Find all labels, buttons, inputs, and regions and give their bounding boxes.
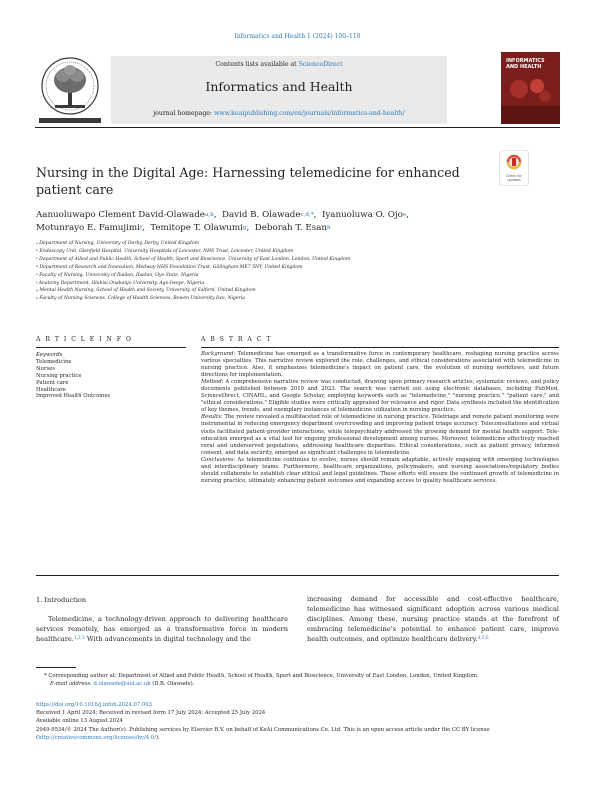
affiliation-item: $^h$ Faculty of Nursing Sciences, College of Health Sciences, Bowen University Iwo, Nigeria (36, 295, 245, 302)
cover-title: INFORMATICS AND HEALTH (506, 58, 545, 70)
footnote-divider (36, 667, 76, 668)
received-dates: Received 1 April 2024; Received in revised form 17 July 2024; Accepted 25 July 2024 (36, 710, 266, 717)
divider (36, 347, 186, 348)
keywords-block (36, 352, 186, 400)
abstract-method: Method: A comprehensive narrative review was conducted, drawing upon primary research articles, systematic reviews, and policy documents published between 2010 and 2023. The search was carried out using electronic databases, including PubMed, ScienceDirect, CINAHL, and Google Scholar, employing keywords such as "telemedicine," "nursing practice," "patient care," and "ethical considerations." Eligible studies were critically appraised for relevance and rigor. Data synthesis included the identification of key themes, trends, and exemplary instances of telemedicine utilization in nursing practice. (201, 379, 559, 414)
keyword-item: Healthcare (36, 386, 66, 393)
doi-link[interactable]: https://doi.org/10.1016/j.infoh.2024.07.003 (36, 702, 153, 708)
abstract-background: Background: Telemedicine has emerged as a transformative force in contemporary healthcare, reshaping nursing practice across various specialties. This narrative review explored the role, challenges, and ethical considerations associated with telemedicine in nursing practice. Also, it emphasizes telemedicine's impact on patient care, the evolution of nursing workflows, and future directions for implementation. (201, 351, 559, 379)
intro-left-column: Telemedicine, a technology-driven approach to delivering healthcare services remotely, has emerged as a transformative force in modern healthcare.$^{1,2,3}$ With advancements in digital technology and the (36, 615, 288, 644)
keyword-item: Telemedicine (36, 358, 72, 365)
journal-header-box (111, 56, 447, 124)
author-name[interactable]: Temitope T. Olawumi (150, 223, 243, 233)
affiliation-item: $^c$ Department of Allied and Public Health, School of Health, Sport and Bioscience, University of East London, London, United Kingdom (36, 256, 351, 262)
affiliation-item: $^f$ Anatomy Department, Olabisi Onabanjo University, Ago-Iwoye, Nigeria (36, 280, 205, 286)
check-for-updates-label: Check for updates (506, 174, 522, 182)
section-heading-introduction: 1. Introduction (36, 596, 87, 604)
keyword-item: Nurses (36, 365, 56, 372)
citation-link[interactable]: 1,2,3 (73, 635, 85, 641)
abstract-heading: A B S T R A C T (201, 336, 272, 343)
keyword-item: Improved Health Outcomes (36, 393, 111, 400)
keyword-item: Nursing practice (36, 372, 82, 379)
corresponding-author-footnote: * Corresponding author at: Department of Allied and Public Health, School of Health, Sport and Bioscience, University of East London, London, United Kingdom. E-mail address: d.olawade@uel.ac.uk (D.B. Olawade). (44, 673, 479, 688)
affiliation-item: $^g$ Mental Health Nursing, School of Health and Society, University of Salford, United Kingdom (36, 287, 256, 294)
divider (36, 575, 559, 576)
affiliation-list (36, 240, 556, 303)
abstract-results: Results: The review revealed a multifaceted role of telemedicine in nursing practice. Teletriage and remote patient monitoring were instrumental in reducing emergency department overcrowding and improving patient triage accuracy. Teleconsultations and virtual visits facilitated patient-provider interactions, while telepsychiatry addressed the growing demand for mental health support. Tele-education emerged as a vital tool for ongoing professional development among nurses. Moreover, telemedicine effectively reached rural and underserved populations, addressing healthcare disparities. Ethical considerations, such as patient privacy, informed consent, and data security, emerged as significant challenges in telemedicine. (201, 414, 559, 456)
license-statement: 2949-9534/© 2024 The Author(s). Publishing services by Elsevier B.V. on behalf of KeAi Communications Co. Ltd. This is an open access article under the CC BY license (http://creativecommons.org/licenses/by/4.0/). (36, 726, 490, 741)
elsevier-tree-logo (35, 52, 105, 126)
author-name[interactable]: Deborah T. Esan (254, 223, 327, 233)
journal-cover-image[interactable] (501, 52, 560, 124)
email-link[interactable]: d.olawade@uel.ac.uk (93, 681, 151, 688)
sciencedirect-link[interactable]: ScienceDirect (298, 61, 343, 68)
author-name[interactable]: Aanuoluwapo Clement David-Olawade (36, 210, 205, 220)
contents-line: Contents lists available at ScienceDirect (215, 61, 343, 68)
keywords-label: Keywords (36, 352, 63, 358)
author-name[interactable]: David B. Olawade (222, 210, 301, 220)
article-title: Nursing in the Digital Age: Harnessing telemedicine for enhanced patient care (36, 165, 460, 197)
check-for-updates-badge[interactable] (499, 150, 529, 186)
homepage-link[interactable]: www.keaipublishing.com/en/journals/informatics-and-health/ (214, 110, 405, 117)
license-link[interactable]: http://creativecommons.org/licenses/by/4.0/ (38, 734, 156, 741)
author-name[interactable]: Iyanuoluwa O. Ojo (321, 210, 403, 220)
keyword-item: Patient care (36, 379, 69, 386)
author-list: Aanuoluwapo Clement David-Olawade$^{a,b}$, David B. Olawade$^{c,d,*}$, Iyanuoluwa O. Ojo$^e$, Motunrayo E. Famujimi$^f$, Temitope T. Olawumi$^g$, Deborah T. Esan$^h$ (36, 210, 409, 233)
journal-title: Informatics and Health (205, 79, 353, 94)
author-name[interactable]: Motunrayo E. Famujimi (36, 223, 140, 233)
affiliation-item: $^a$ Department of Nursing, University of Derby, Derby, United Kingdom (36, 240, 199, 246)
affiliation-item: $^b$ Endoscopy Unit, Glenfield Hospital, University Hospitals of Leicester, NHS Trust, Leicester, United Kingdom (36, 248, 294, 254)
abstract-conclusions: Conclusions: As telemedicine continues to evolve, nurses should remain adaptable, actively engaging with emerging technologies and interdisciplinary teams. Furthermore, healthcare organizations, policymakers, and nursing associations/regulatory bodies should collaborate to establish clear ethical and legal guidelines. These efforts will ensure the continued growth of telemedicine in nursing practice, ultimately enhancing patient outcomes and expanding access to quality healthcare services. (201, 456, 559, 484)
intro-right-column: increasing demand for accessible and cost-effective healthcare, telemedicine has witnessed significant adoption across various medical disciplines. Among these, nursing practice stands at the forefront of embracing telemedicine's potential to enhance patient care, improve health outcomes, and optimize healthcare delivery.$^{4,5,6}$ (307, 595, 559, 644)
divider (201, 347, 559, 348)
abstract-body (201, 351, 559, 485)
journal-homepage: journal homepage: www.keaipublishing.com/en/journals/informatics-and-health/ (153, 110, 405, 117)
citation-link[interactable]: 4,5,6 (477, 635, 489, 641)
publication-info (36, 701, 560, 742)
article-info-heading: A R T I C L E I N F O (36, 336, 133, 343)
affiliation-item: $^e$ Faculty of Nursing, University of Ibadan, Ibadan, Oyo State, Nigeria (36, 272, 199, 278)
online-date: Available online 13 August 2024 (36, 718, 123, 725)
affiliation-item: $^d$ Department of Research and Innovation, Medway NHS Foundation Trust, Gillingham ME7 5NY, United Kingdom (36, 264, 303, 270)
journal-citation[interactable]: Informatics and Health 1 (2024) 100–110 (234, 33, 361, 40)
journal-masthead (35, 52, 560, 128)
